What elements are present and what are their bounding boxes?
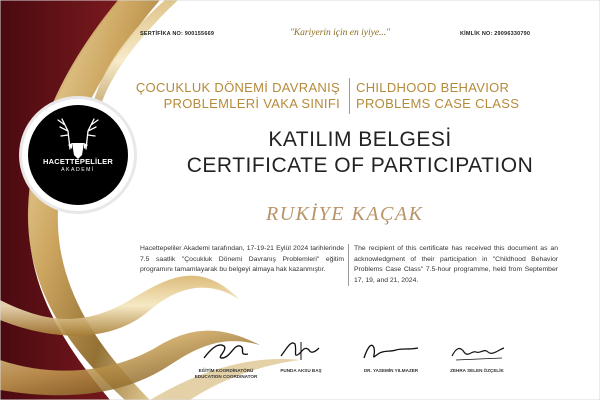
course-name-en-line1: CHILDHOOD BEHAVIOR — [356, 80, 510, 95]
signature-4-name: ZEHRA SELEN ÖZÇELİK — [450, 368, 504, 373]
certificate-number: SERTİFİKA NO: 900155669 — [140, 31, 215, 37]
body-text-tr: Hacettepeliler Akademi tarafından, 17-19-21 Eylül 2024 tarihlerinde 7.5 saatlik "Çocukluk Dönemi Davranış Problemleri" eğitim programını tamamlayarak bu belgeyi almaya hak kazanmıştır. — [140, 245, 344, 273]
course-name-en-line2: PROBLEMS CASE CLASS — [356, 96, 520, 111]
logo-name: HACETTEPELİLER — [43, 157, 113, 166]
signature-2-name: PUNDA AKSU BAŞ — [280, 368, 322, 373]
course-name-tr-line2: PROBLEMLERİ VAKA SINIFI — [163, 96, 340, 111]
logo-subtitle: AKADEMİ — [61, 167, 95, 173]
signature-3 — [348, 336, 434, 364]
motto: "Kariyerin için en iyiye..." — [289, 28, 391, 38]
deer-head-icon — [28, 105, 128, 161]
signature-4 — [434, 336, 520, 364]
logo-badge — [28, 105, 128, 205]
title-en: CERTIFICATE OF PARTICIPATION — [186, 154, 534, 177]
course-name-tr-line1: ÇOCUKLUK DÖNEMİ DAVRANIŞ — [135, 80, 340, 95]
course-divider — [349, 78, 350, 114]
id-number: KİMLİK NO: 29096330790 — [460, 31, 531, 37]
academy-logo — [22, 99, 134, 211]
body-divider — [348, 244, 349, 286]
signature-2 — [258, 336, 344, 364]
course-name-en — [356, 80, 519, 112]
signature-1 — [183, 336, 269, 364]
signature-3-name: DR. YASEMİN YILMAZER — [363, 368, 419, 373]
title-tr: KATILIM BELGESİ — [268, 128, 452, 151]
body-text-en: The recipient of this certificate has received this document as an acknowledgment of their participation in "Childhood Behavior Problems Case Class" 7.5-hour programme, held from September 17, 19, and 21, 2024. — [354, 245, 558, 284]
signature-1-name: EĞİTİM KOORDİNATÖRÜ EDUCATION COORDINATOR — [194, 368, 258, 379]
recipient-name: RUKİYE KAÇAK — [266, 203, 424, 225]
course-name-tr — [136, 80, 340, 112]
